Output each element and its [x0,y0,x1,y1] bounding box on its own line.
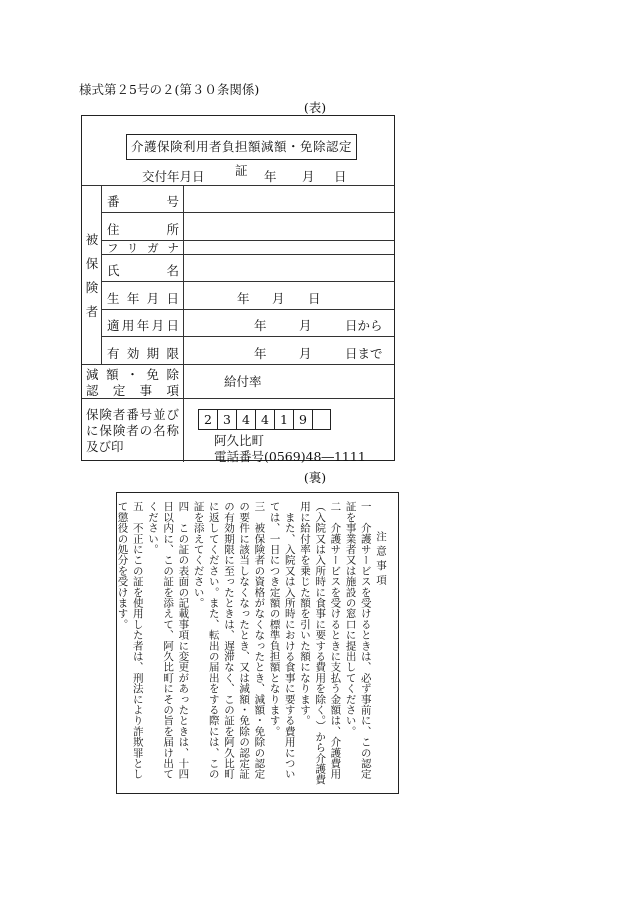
birth-day: 日 [308,291,321,306]
name-label: 氏名 [107,263,179,278]
apply-month: 月 [299,318,312,333]
insurer-label-3: 及び印 [86,439,124,454]
note-item: 三 被保険者の資格がなくなったとき、減額・免除の認定の要件に該当しなくなったとき、又は減額・免除の認定証の有効期限に至ったときは、遅滞なく、この証を阿久比町に返してください。また、転出の届出をする際には、この証を添えてください。 [192,501,266,780]
insured-label-3: 険 [85,280,99,295]
note-item: 二 介護サービスを受けるときに支払う金額は、介護費用（入院又は入所時に食事に要する費用を除く。）から介護費用に給付率を乗じた額を引いた額になります。 [298,501,342,785]
insurer-label-1: 保険者番号並び [86,407,179,422]
valid-until-label: 有効期限 [107,346,179,361]
insurer-digit: 4 [237,410,256,429]
insured-label-1: 被 [85,232,99,247]
insurer-digit: 9 [294,410,313,429]
note-item: また、入院又は入所時における食事に要する費用については、一日につき定額の標準負担額となります。 [268,501,296,780]
certificate-title: 介護保険利用者負担額減額・免除認定証 [126,134,357,160]
issue-date-day: 日 [334,169,347,184]
address-label: 住所 [107,222,179,237]
certificate-card [81,115,395,464]
insured-label-2: 保 [85,256,99,271]
reduction-label-1: 減額・免除 [86,367,179,382]
apply-date-label: 適用年月日 [107,318,179,333]
apply-suffix: 日から [345,318,383,333]
note-item: 一 介護サービスを受けるときは、必ず事前に、この認定証を事業者又は施設の窓口に提出してください。 [344,501,372,780]
insurer-number [198,409,331,430]
valid-suffix: 日まで [345,346,383,361]
note-item: 四 この証の表面の記載事項に変更があったときは、十四日以内に、この証を添えて、阿久比町にその旨を届け出てください。 [146,501,190,780]
benefit-rate-label: 給付率 [224,374,262,389]
reduction-label-2: 認定事項 [86,383,179,398]
valid-year: 年 [254,346,267,361]
insurer-phone: 電話番号(0569)48―1111 [214,449,366,464]
valid-month: 月 [299,346,312,361]
back-label: (裏) [303,470,327,485]
issue-date-label: 交付年月日 [142,169,205,184]
birth-label: 生年月日 [107,291,179,306]
insurer-name: 阿久比町 [214,433,265,448]
issue-date-year: 年 [264,169,277,184]
notes-title: 注意事項 [375,531,387,589]
insurer-digit: 2 [199,410,218,429]
furigana-label: フリガナ [107,241,179,255]
insured-label-4: 者 [85,304,99,319]
number-label: 番号 [107,194,179,209]
insurer-label-2: に保険者の名称 [86,423,179,438]
form-number: 様式第２5号の２(第３０条関係) [79,82,260,97]
apply-year: 年 [254,318,267,333]
front-label: (表) [303,100,327,115]
insurer-digit: 4 [256,410,275,429]
issue-date-month: 月 [302,169,315,184]
notes-text [114,501,388,787]
birth-month: 月 [272,291,285,306]
insurer-digit: 1 [275,410,294,429]
birth-year: 年 [237,291,250,306]
note-item: 五 不正にこの証を使用した者は、刑法により詐欺罪として懲役の処分を受けます。 [116,501,144,780]
notes-box [116,492,399,794]
insurer-digit: 3 [218,410,237,429]
